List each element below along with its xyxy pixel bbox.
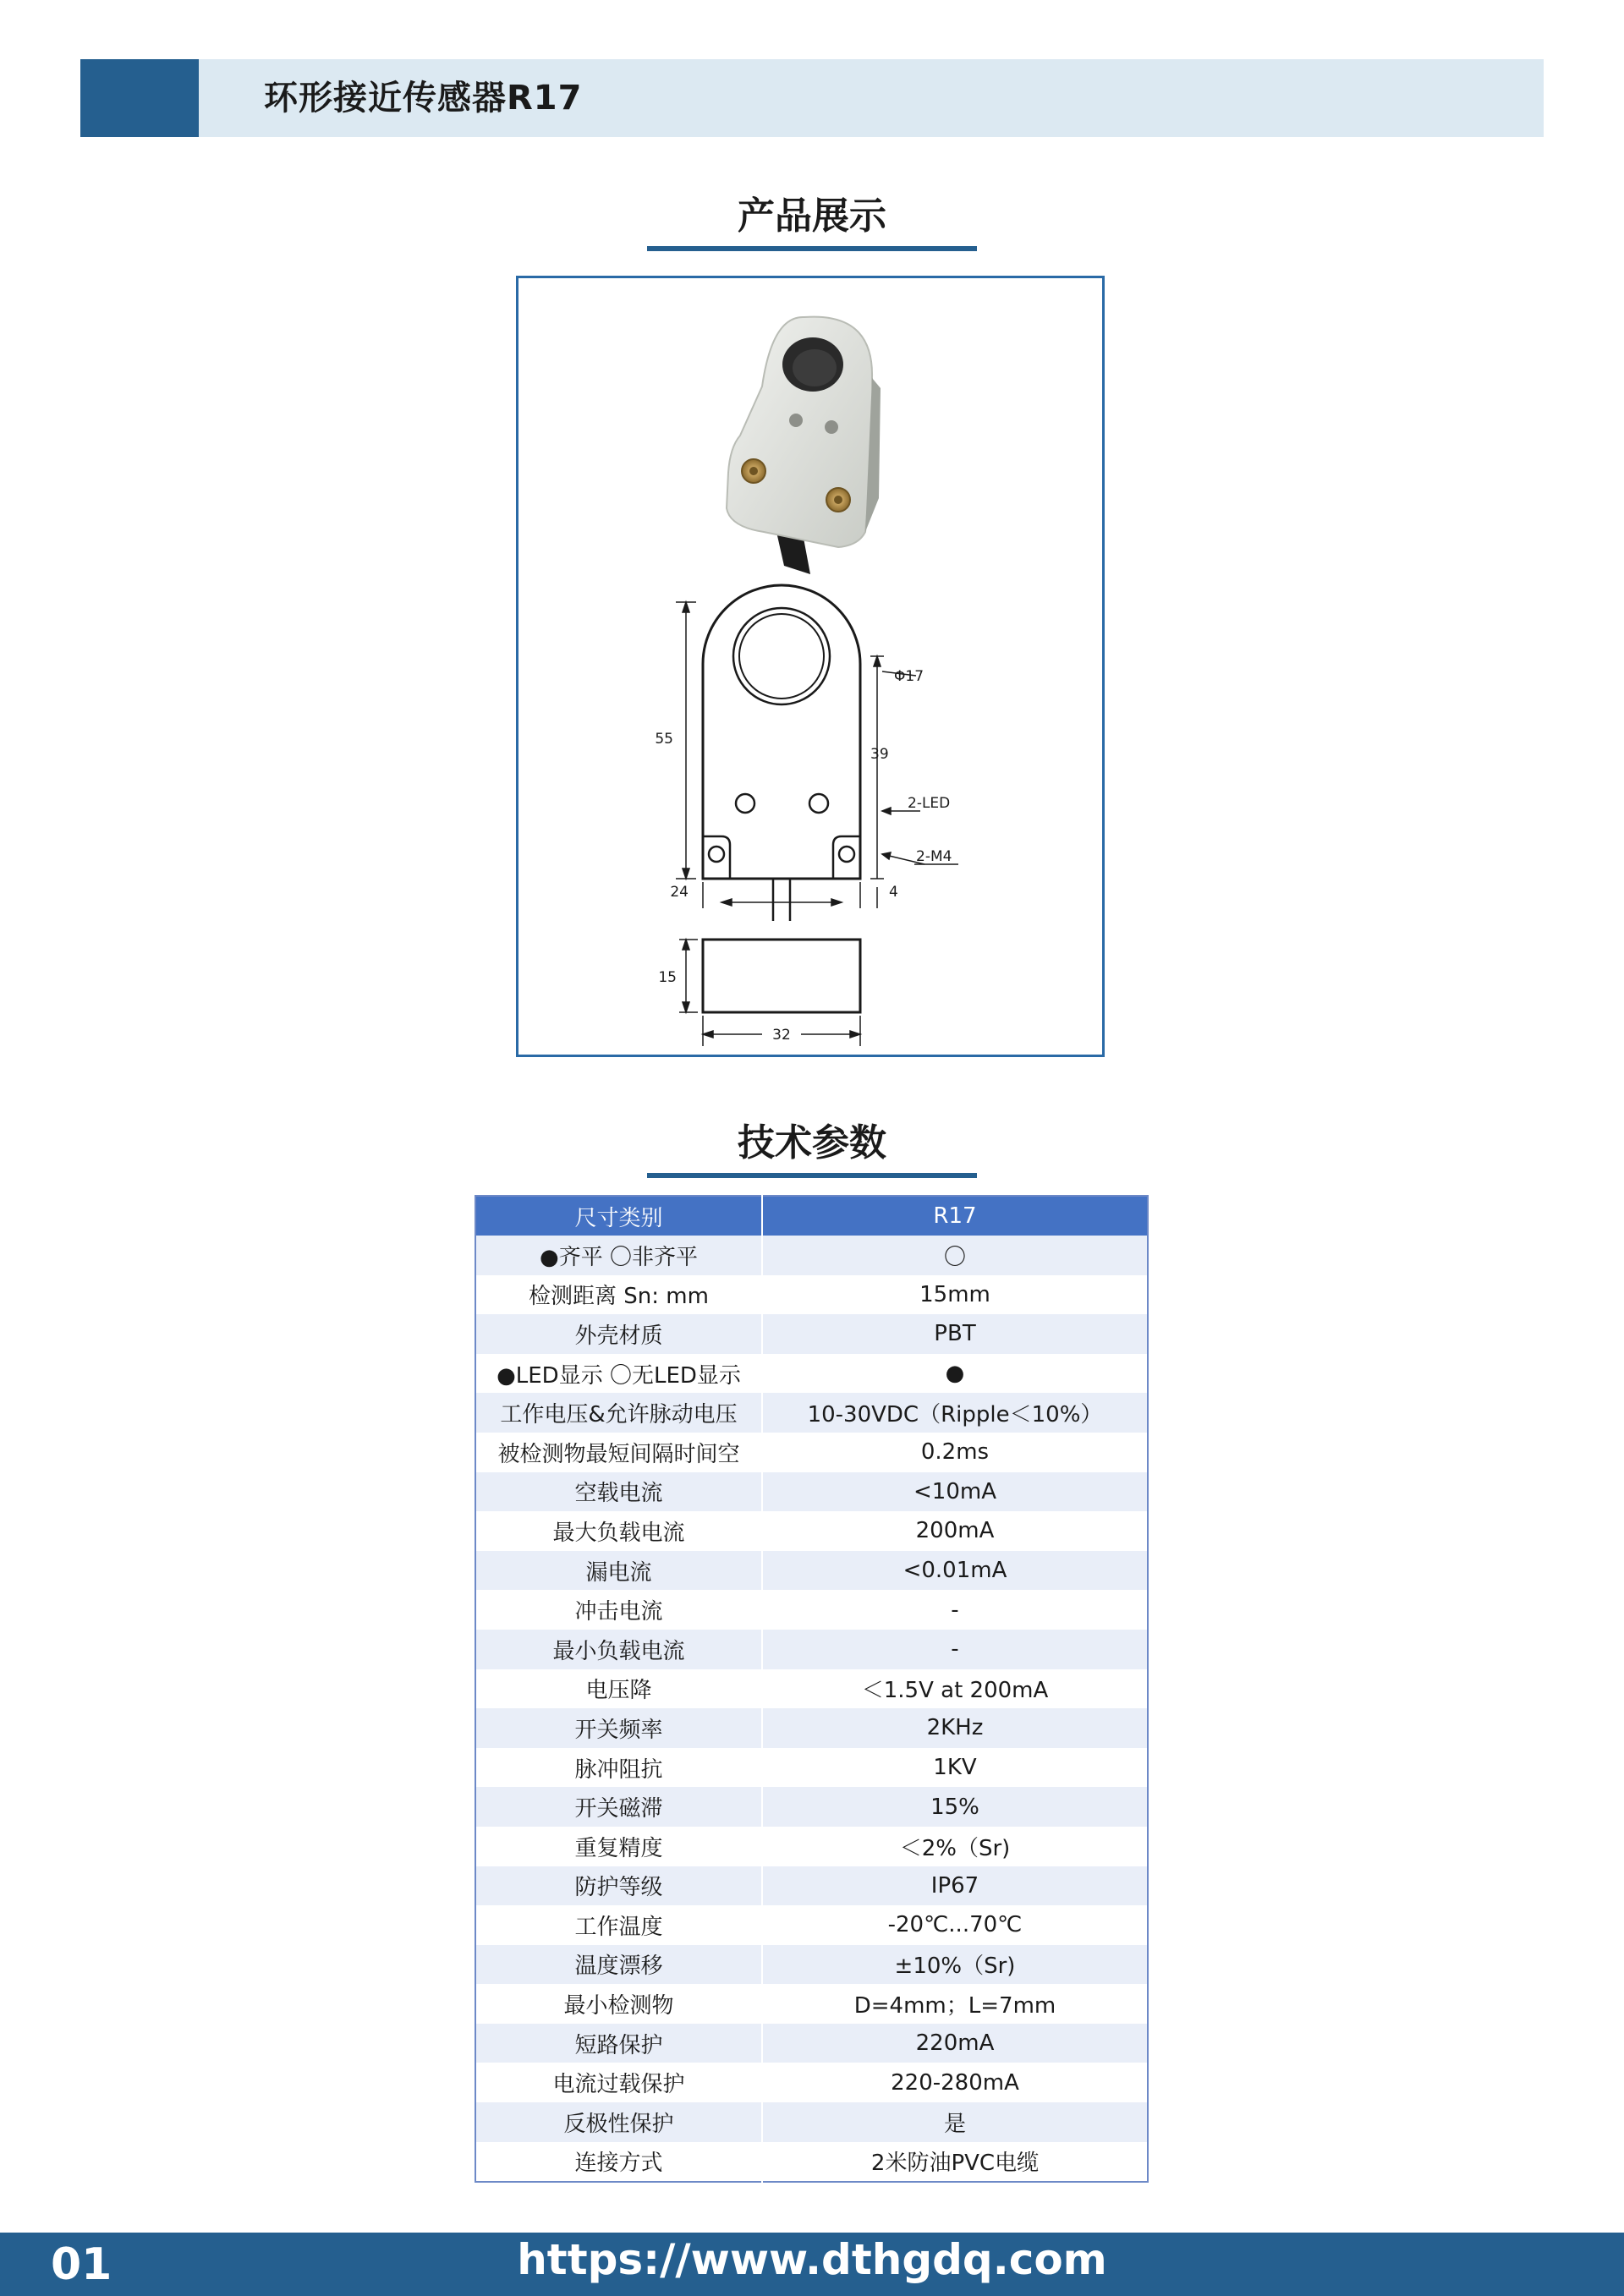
param-value: ＜2%（Sr)	[762, 1827, 1148, 1866]
param-name: 工作温度	[475, 1905, 762, 1945]
param-name: 电流过载保护	[475, 2063, 762, 2102]
param-name: 空载电流	[475, 1472, 762, 1512]
param-name: 温度漂移	[475, 1945, 762, 1985]
param-value: -20℃...70℃	[762, 1905, 1148, 1945]
table-row	[475, 1708, 1148, 1748]
table-row	[475, 1905, 1148, 1945]
table-row	[475, 1275, 1148, 1315]
header-cell-model: R17	[762, 1196, 1148, 1236]
param-name: 重复精度	[475, 1827, 762, 1866]
param-name: 开关频率	[475, 1708, 762, 1748]
param-value: 200mA	[762, 1511, 1148, 1551]
table-row	[475, 1984, 1148, 2024]
table-row	[475, 1866, 1148, 1906]
product-frame	[516, 276, 1105, 1057]
table-row	[475, 1630, 1148, 1669]
param-value: <0.01mA	[762, 1551, 1148, 1591]
table-row	[475, 1590, 1148, 1630]
table-header-row	[475, 1196, 1148, 1236]
param-name: 反极性保护	[475, 2102, 762, 2142]
table-row	[475, 2102, 1148, 2142]
table-row	[475, 1827, 1148, 1866]
param-value: -	[762, 1630, 1148, 1669]
param-value: 15mm	[762, 1275, 1148, 1315]
table-row	[475, 1669, 1148, 1709]
param-name: 外壳材质	[475, 1314, 762, 1354]
height-label: 55	[655, 731, 673, 748]
param-value: 〇	[762, 1236, 1148, 1275]
param-name: 工作电压&允许脉动电压	[475, 1393, 762, 1433]
product-section-underline	[647, 246, 977, 251]
param-name: 防护等级	[475, 1866, 762, 1906]
param-name: 冲击电流	[475, 1590, 762, 1630]
table-row	[475, 1433, 1148, 1472]
mount-label: 2-M4	[916, 848, 952, 865]
specs-section-title: 技术参数	[738, 1121, 886, 1164]
param-value: 2米防油PVC电缆	[762, 2142, 1148, 2183]
inner-height-label: 39	[870, 746, 889, 763]
page-number: 01	[51, 2239, 112, 2290]
param-value: ±10%（Sr)	[762, 1945, 1148, 1985]
param-value: ●	[762, 1354, 1148, 1394]
specs-section-underline	[647, 1173, 977, 1178]
product-illustration	[518, 278, 1102, 1055]
table-row	[475, 1472, 1148, 1512]
diameter-label: Φ17	[894, 668, 924, 685]
param-value: PBT	[762, 1314, 1148, 1354]
table-row	[475, 1511, 1148, 1551]
param-value: <10mA	[762, 1472, 1148, 1512]
param-name: 短路保护	[475, 2024, 762, 2063]
param-name: 连接方式	[475, 2142, 762, 2183]
param-name: 检测距离 Sn: mm	[475, 1275, 762, 1315]
param-value: 是	[762, 2102, 1148, 2142]
table-row	[475, 1551, 1148, 1591]
table-row	[475, 1354, 1148, 1394]
header-cell-category: 尺寸类别	[475, 1196, 762, 1236]
param-value: 2KHz	[762, 1708, 1148, 1748]
param-value: D=4mm；L=7mm	[762, 1984, 1148, 2024]
product-section-title: 产品展示	[738, 195, 886, 238]
table-row	[475, 1314, 1148, 1354]
bottom-right-label: 4	[889, 884, 898, 901]
table-row	[475, 1393, 1148, 1433]
param-value: ＜1.5V at 200mA	[762, 1669, 1148, 1709]
param-name: 漏电流	[475, 1551, 762, 1591]
table-row	[475, 1748, 1148, 1788]
param-name: ●LED显示 〇无LED显示	[475, 1354, 762, 1394]
table-row	[475, 1945, 1148, 1985]
table-row	[475, 1787, 1148, 1827]
led-label: 2-LED	[908, 795, 951, 812]
sensor-photo	[727, 317, 881, 574]
param-value: 10-30VDC（Ripple＜10%）	[762, 1393, 1148, 1433]
side-width-label: 32	[772, 1027, 791, 1044]
table-row	[475, 2142, 1148, 2183]
param-value: 15%	[762, 1787, 1148, 1827]
param-value: 0.2ms	[762, 1433, 1148, 1472]
table-row	[475, 1236, 1148, 1275]
param-name: 电压降	[475, 1669, 762, 1709]
param-value: 220mA	[762, 2024, 1148, 2063]
param-value: IP67	[762, 1866, 1148, 1906]
website-link[interactable]: https://www.dthgdq.com	[517, 2235, 1107, 2284]
param-name: ●齐平 〇非齐平	[475, 1236, 762, 1275]
param-value: 1KV	[762, 1748, 1148, 1788]
param-name: 最小负载电流	[475, 1630, 762, 1669]
param-name: 被检测物最短间隔时间空	[475, 1433, 762, 1472]
specs-table	[475, 1195, 1149, 2183]
param-value: -	[762, 1590, 1148, 1630]
bottom-left-label: 24	[670, 884, 689, 901]
dimension-drawing	[676, 585, 958, 1046]
side-height-label: 15	[658, 969, 677, 986]
page-title: 环形接近传感器R17	[264, 79, 583, 118]
param-name: 开关磁滞	[475, 1787, 762, 1827]
param-name: 脉冲阻抗	[475, 1748, 762, 1788]
param-name: 最大负载电流	[475, 1511, 762, 1551]
param-value: 220-280mA	[762, 2063, 1148, 2102]
table-row	[475, 2024, 1148, 2063]
table-row	[475, 2063, 1148, 2102]
header-accent	[80, 59, 199, 137]
param-name: 最小检测物	[475, 1984, 762, 2024]
